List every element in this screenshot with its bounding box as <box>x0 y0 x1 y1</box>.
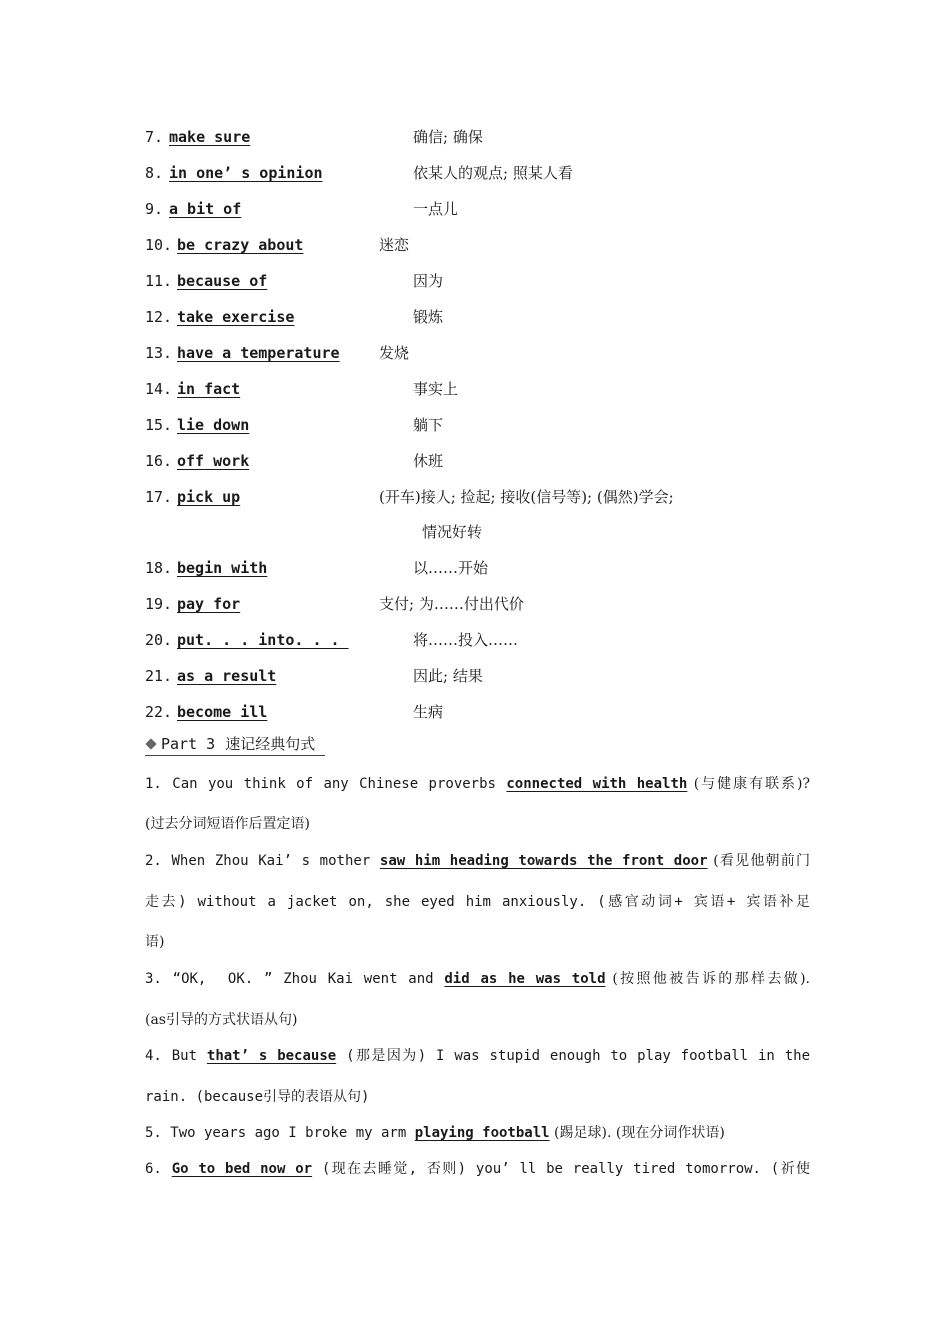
sentence-4-line-2: rain. (because引导的表语从句) <box>145 1089 370 1105</box>
key-phrase: Go to bed now or <box>171 1161 313 1177</box>
phrase-term: pick up <box>177 488 241 506</box>
phrase-row-18 <box>145 556 845 580</box>
phrase-meaning: 一点儿 <box>413 200 459 218</box>
sentence-3-line-2: (as引导的方式状语从句) <box>145 1012 298 1028</box>
key-phrase: that’ s because <box>206 1048 337 1064</box>
sentence-5-line-1 <box>145 1121 810 1145</box>
sentence-text: 3. “OK, OK. ” Zhou Kai went and <box>145 971 445 987</box>
key-phrase: saw him heading towards the front door <box>379 853 708 869</box>
section-title: 速记经典句式 <box>225 735 316 753</box>
phrase-number: 8. <box>145 164 164 182</box>
phrase-row-9 <box>145 197 845 221</box>
phrase-meaning: 迷恋 <box>379 236 410 254</box>
sentence-1-line-1 <box>145 772 810 796</box>
phrase-term: in fact <box>177 380 241 398</box>
phrase-row-7 <box>145 125 845 149</box>
sentence-text: (现在去睡觉, 否则) you’ ll be really tired tomorrow. (祈使 <box>312 1161 811 1177</box>
phrase-number: 11. <box>145 272 173 290</box>
phrase-meaning: (开车)接人; 捡起; 接收(信号等); (偶然)学会; <box>379 488 674 506</box>
sentence-text: (那是因为) I was stupid enough to play football in the <box>336 1048 810 1064</box>
phrase-term: have a temperature <box>177 344 340 362</box>
sentence-text: 5. Two years ago I broke my arm <box>145 1125 415 1141</box>
sentence-text: (与健康有联系)? <box>687 776 810 792</box>
sentence-3-line-1 <box>145 967 810 991</box>
phrase-term: make sure <box>169 128 251 146</box>
phrase-number: 18. <box>145 559 173 577</box>
phrase-row-21 <box>145 664 845 688</box>
phrase-row-13 <box>145 341 845 365</box>
phrase-number: 9. <box>145 200 164 218</box>
phrase-row-16 <box>145 449 845 473</box>
phrase-row-8 <box>145 161 845 185</box>
phrase-meaning: 确信; 确保 <box>413 128 483 146</box>
sentence-text: (看见他朝前门 <box>707 853 810 869</box>
phrase-term: a bit of <box>169 200 242 218</box>
phrase-number: 15. <box>145 416 173 434</box>
sentence-text: (踢足球). (现在分词作状语) <box>549 1125 725 1141</box>
key-phrase: connected with health <box>506 776 688 792</box>
phrase-row-10 <box>145 233 845 257</box>
phrase-number: 12. <box>145 308 173 326</box>
phrase-meaning-continuation: 情况好转 <box>422 523 483 541</box>
phrase-meaning: 以……开始 <box>413 559 489 577</box>
phrase-term: lie down <box>177 416 250 434</box>
phrase-meaning: 休班 <box>413 452 444 470</box>
phrase-meaning: 生病 <box>413 703 444 721</box>
phrase-term: off work <box>177 452 250 470</box>
phrase-row-12 <box>145 305 845 329</box>
phrase-meaning: 依某人的观点; 照某人看 <box>413 164 573 182</box>
phrase-term: be crazy about <box>177 236 304 254</box>
phrase-number: 14. <box>145 380 173 398</box>
phrase-number: 17. <box>145 488 173 506</box>
phrase-number: 21. <box>145 667 173 685</box>
phrase-number: 10. <box>145 236 173 254</box>
diamond-bullet-icon <box>145 738 156 749</box>
phrase-row-15 <box>145 413 845 437</box>
sentence-text: 2. When Zhou Kai’ s mother <box>145 853 380 869</box>
phrase-meaning: 因此; 结果 <box>413 667 483 685</box>
phrase-term: in one’ s opinion <box>169 164 323 182</box>
phrase-meaning: 因为 <box>413 272 444 290</box>
phrase-term: because of <box>177 272 268 290</box>
phrase-term: begin with <box>177 559 268 577</box>
sentence-2-line-1 <box>145 849 810 873</box>
phrase-term: become ill <box>177 703 268 721</box>
sentence-4-line-1 <box>145 1044 810 1068</box>
phrase-row-11 <box>145 269 845 293</box>
phrase-row-17 <box>145 485 845 509</box>
sentence-text: 6. <box>145 1161 172 1177</box>
phrase-meaning: 躺下 <box>413 416 444 434</box>
section-heading-part3 <box>145 733 325 756</box>
phrase-number: 19. <box>145 595 173 613</box>
phrase-meaning: 锻炼 <box>413 308 444 326</box>
sentence-2-line-2: 走去) without a jacket on, she eyed him anxiously. (感官动词+ 宾语+ 宾语补足 <box>145 894 810 910</box>
phrase-row-22 <box>145 700 845 724</box>
sentence-text: (按照他被告诉的那样去做). <box>605 971 811 987</box>
key-phrase: did as he was told <box>444 971 606 987</box>
phrase-term: as a result <box>177 667 277 685</box>
phrase-number: 16. <box>145 452 173 470</box>
sentence-text: 1. Can you think of any Chinese proverbs <box>145 776 507 792</box>
phrase-meaning: 将……投入…… <box>413 631 519 649</box>
sentence-6-line-1 <box>145 1157 810 1181</box>
key-phrase: playing football <box>414 1125 550 1141</box>
sentence-2-line-3: 语) <box>145 934 165 950</box>
section-label: Part 3 <box>161 735 216 753</box>
phrase-term: take exercise <box>177 308 295 326</box>
phrase-row-20 <box>145 628 845 652</box>
phrase-meaning: 发烧 <box>379 344 410 362</box>
phrase-number: 22. <box>145 703 173 721</box>
phrase-term: pay for <box>177 595 241 613</box>
phrase-number: 20. <box>145 631 173 649</box>
phrase-row-19 <box>145 592 845 616</box>
sentence-text: 4. But <box>145 1048 207 1064</box>
phrase-number: 7. <box>145 128 164 146</box>
phrase-row-14 <box>145 377 845 401</box>
sentence-1-line-2: (过去分词短语作后置定语) <box>145 816 310 832</box>
phrase-meaning: 事实上 <box>413 380 459 398</box>
phrase-meaning: 支付; 为……付出代价 <box>379 595 524 613</box>
phrase-number: 13. <box>145 344 173 362</box>
phrase-term: put. . . into. . . <box>177 631 349 649</box>
